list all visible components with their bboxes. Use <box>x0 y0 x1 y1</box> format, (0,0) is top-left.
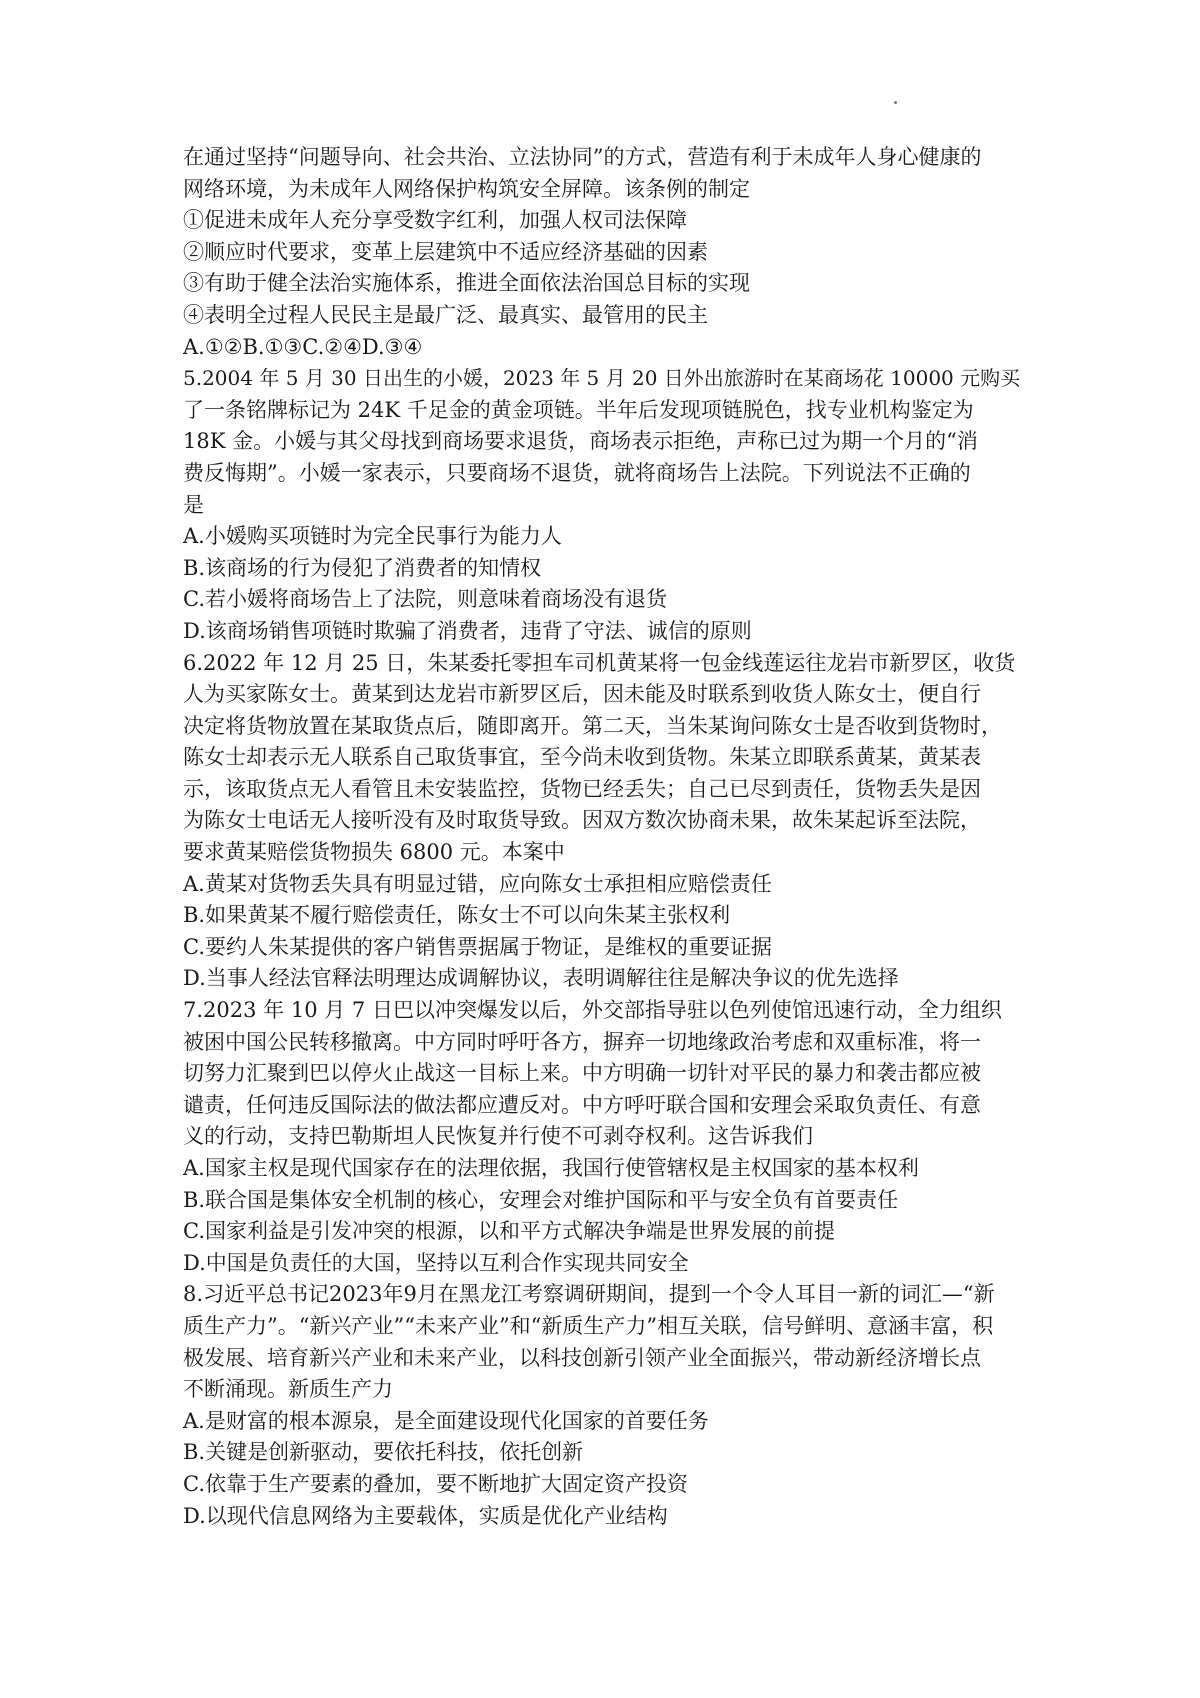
text-line: 不断涌现。新质生产力 <box>183 1377 393 1402</box>
text-line: 18K 金。小媛与其父母找到商场要求退货，商场表示拒绝，声称已过为期一个月的“消 <box>183 429 978 454</box>
text-line: A.①②B.①③C.②④D.③④ <box>183 334 423 359</box>
text-line: 7.2023 年 10 月 7 日巴以冲突爆发以后，外交部指导驻以色列使馆迅速行动，全力组织 <box>183 998 1002 1023</box>
text-line: A.是财富的根本源泉，是全面建设现代化国家的首要任务 <box>183 1408 709 1433</box>
text-line: 被困中国公民转移撤离。中方同时呼吁各方，摒弃一切地缘政治考虑和双重标准，将一 <box>183 1029 981 1054</box>
text-line: ③有助于健全法治实施体系，推进全面依法治国总目标的实现 <box>183 271 750 296</box>
text-line: 陈女士却表示无人联系自己取货事宜，至今尚未收到货物。朱某立即联系黄某，黄某表 <box>183 745 981 770</box>
text-line: 极发展、培育新兴产业和未来产业，以科技创新引领产业全面振兴，带动新经济增长点 <box>183 1345 981 1370</box>
text-line: C.要约人朱某提供的客户销售票据属于物证，是维权的重要证据 <box>183 934 772 959</box>
text-line: D.中国是负责任的大国，坚持以互利合作实现共同安全 <box>183 1250 689 1275</box>
text-line: 费反悔期”。小媛一家表示，只要商场不退货，就将商场告上法院。下列说法不正确的 <box>183 460 971 485</box>
text-line: ①促进未成年人充分享受数字红利，加强人权司法保障 <box>183 208 687 233</box>
text-line: B.该商场的行为侵犯了消费者的知情权 <box>183 555 542 580</box>
text-line: 决定将货物放置在某取货点后，随即离开。第二天，当朱某询问陈女士是否收到货物时， <box>183 713 1002 738</box>
text-line: 人为买家陈女士。黄某到达龙岩市新罗区后，因未能及时联系到收货人陈女士，便自行 <box>183 682 981 707</box>
exam-page-text <box>183 142 1028 1532</box>
text-line: D.当事人经法官释法明理达成调解协议，表明调解往往是解决争议的优先选择 <box>183 966 899 991</box>
text-line: 6.2022 年 12 月 25 日，朱某委托零担车司机黄某将一包金线莲运往龙岩市新罗区，收货 <box>183 650 1016 675</box>
text-line: 谴责，任何违反国际法的做法都应遭反对。中方呼吁联合国和安理会采取负责任、有意 <box>183 1092 981 1117</box>
text-line: ④表明全过程人民民主是最广泛、最真实、最管用的民主 <box>183 302 708 327</box>
text-line: D.以现代信息网络为主要载体，实质是优化产业结构 <box>183 1503 668 1528</box>
text-line: 义的行动，支持巴勒斯坦人民恢复并行使不可剥夺权利。这告诉我们 <box>183 1124 813 1149</box>
text-line: 在通过坚持“问题导向、社会共治、立法协同”的方式，营造有利于未成年人身心健康的 <box>183 145 982 169</box>
text-line: B.如果黄某不履行赔偿责任，陈女士不可以向朱某主张权利 <box>183 903 731 928</box>
text-line: D.该商场销售项链时欺骗了消费者，违背了守法、诚信的原则 <box>183 618 752 643</box>
text-line: C.国家利益是引发冲突的根源，以和平方式解决争端是世界发展的前提 <box>183 1219 835 1244</box>
text-line: A.国家主权是现代国家存在的法理依据，我国行使管辖权是主权国家的基本权利 <box>183 1156 919 1180</box>
text-line: 5.2004 年 5 月 30 日出生的小媛，2023 年 5 月 20 日外出旅游时在某商场花 10000 元购买 <box>183 366 1021 391</box>
text-line: 示，该取货点无人看管且未安装监控，货物已经丢失；自己已尽到责任，货物丢失是因 <box>183 776 981 801</box>
text-line: 网络环境，为未成年人网络保护构筑安全屏障。该条例的制定 <box>183 176 750 201</box>
text-line: 了一条铭牌标记为 24K 千足金的黄金项链。半年后发现项链脱色，找专业机构鉴定为 <box>183 397 974 422</box>
text-line: C.依靠于生产要素的叠加，要不断地扩大固定资产投资 <box>183 1471 688 1496</box>
text-line: ②顺应时代要求，变革上层建筑中不适应经济基础的因素 <box>183 239 708 264</box>
text-line: 是 <box>183 492 204 517</box>
text-line: 要求黄某赔偿货物损失 6800 元。本案中 <box>183 840 565 865</box>
text-line: 质生产力”。“新兴产业”“未来产业”和“新质生产力”相互关联，信号鲜明、意涵丰富，积 <box>183 1313 994 1338</box>
text-line: B.关键是创新驱动，要依托科技，依托创新 <box>183 1440 584 1465</box>
text-line: A.小媛购买项链时为完全民事行为能力人 <box>183 524 562 549</box>
scan-speck <box>894 101 897 104</box>
text-line: B.联合国是集体安全机制的核心，安理会对维护国际和平与安全负有首要责任 <box>183 1187 899 1212</box>
text-line: 为陈女士电话无人接听没有及时取货导致。因双方数次协商未果，故朱某起诉至法院， <box>183 808 981 833</box>
text-line: 8.习近平总书记2023年9月在黑龙江考察调研期间，提到一个令人耳目一新的词汇—“新 <box>183 1282 995 1307</box>
text-line: 切努力汇聚到巴以停火止战这一目标上来。中方明确一切针对平民的暴力和袭击都应被 <box>183 1061 981 1086</box>
text-line: A.黄某对货物丢失具有明显过错，应向陈女士承担相应赔偿责任 <box>183 871 772 896</box>
text-line: C.若小媛将商场告上了法院，则意味着商场没有退货 <box>183 587 667 612</box>
